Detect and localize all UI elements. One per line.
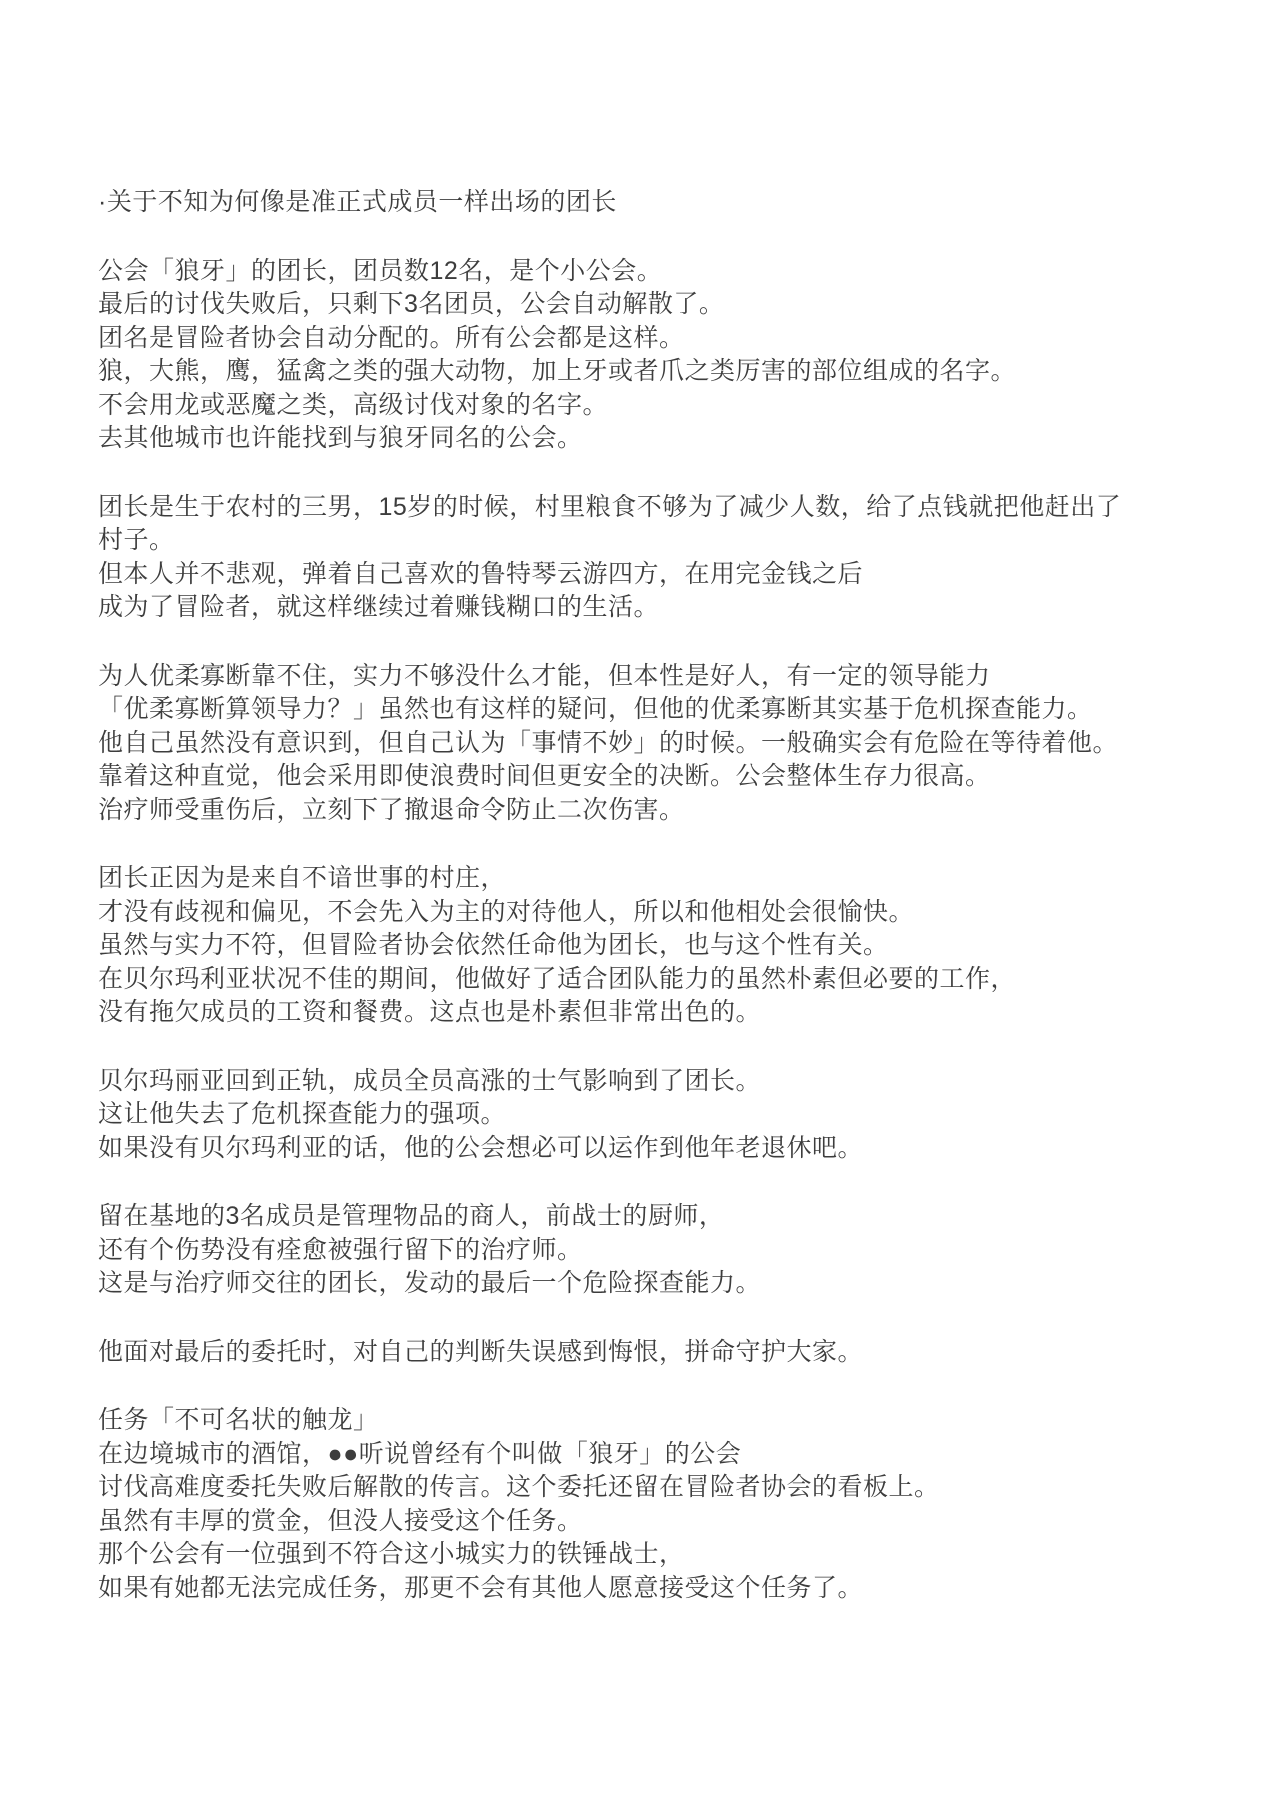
text-line: 成为了冒险者，就这样继续过着赚钱糊口的生活。 xyxy=(98,593,660,621)
text-line: 如果有她都无法完成任务，那更不会有其他人愿意接受这个任务了。 xyxy=(98,1573,864,1602)
text-line: 虽然与实力不符，但冒险者协会依然任命他为团长，也与这个性有关。 xyxy=(98,931,889,959)
text-line: 他面对最后的委托时，对自己的判断失误感到悔恨，拼命守护大家。 xyxy=(98,1337,864,1366)
text-line: 如果没有贝尔玛利亚的话，他的公会想必可以运作到他年老退休吧。 xyxy=(98,1133,864,1162)
text-line: 团长正因为是来自不谙世事的村庄， xyxy=(98,864,507,892)
text-line: 团长是生于农村的三男，15岁的时候，村里粮食不够为了减少人数，给了点钱就把他赶出了 xyxy=(98,492,1122,521)
text-line: 在边境城市的酒馆，●●听说曾经有个叫做「狼牙」的公会 xyxy=(98,1439,742,1468)
document-title: ·关于不知为何像是准正式成员一样出场的团长 xyxy=(98,188,617,216)
text-line: 为人优柔寡断靠不住，实力不够没什么才能，但本性是好人，有一定的领导能力 xyxy=(98,661,991,690)
paragraph xyxy=(98,1200,1220,1301)
text-line: 村子。 xyxy=(98,526,175,554)
text-line: 团名是冒险者协会自动分配的。所有公会都是这样。 xyxy=(98,323,685,352)
text-line: 「优柔寡断算领导力？」虽然也有这样的疑问，但他的优柔寡断其实基于危机探查能力。 xyxy=(98,695,1093,723)
document-title-paragraph xyxy=(98,186,1220,220)
text-line: 靠着这种直觉，他会采用即使浪费时间但更安全的决断。公会整体生存力很高。 xyxy=(98,762,991,790)
text-line: 贝尔玛丽亚回到正轨，成员全员高涨的士气影响到了团长。 xyxy=(98,1066,762,1095)
text-line: 这让他失去了危机探查能力的强项。 xyxy=(98,1100,507,1128)
text-line: 还有个伤势没有痊愈被强行留下的治疗师。 xyxy=(98,1235,583,1264)
text-line: 在贝尔玛利亚状况不佳的期间，他做好了适合团队能力的虽然朴素但必要的工作， xyxy=(98,964,1017,993)
paragraph xyxy=(98,1404,1220,1605)
text-line: 那个公会有一位强到不符合这小城实力的铁锤战士， xyxy=(98,1540,685,1568)
paragraph xyxy=(98,1065,1220,1166)
text-line: 狼，大熊，鹰，猛禽之类的强大动物，加上牙或者爪之类厉害的部位组成的名字。 xyxy=(98,357,1017,385)
paragraph xyxy=(98,660,1220,828)
paragraph xyxy=(98,491,1220,625)
text-line: 最后的讨伐失败后，只剩下3名团员，公会自动解散了。 xyxy=(98,290,725,318)
paragraph xyxy=(98,862,1220,1030)
text-line: 不会用龙或恶魔之类，高级讨伐对象的名字。 xyxy=(98,390,609,419)
text-line: 公会「狼牙」的团长，团员数12名，是个小公会。 xyxy=(98,256,663,285)
text-line: 讨伐高难度委托失败后解散的传言。这个委托还留在冒险者协会的看板上。 xyxy=(98,1473,940,1501)
paragraph xyxy=(98,1336,1220,1370)
text-line: 没有拖欠成员的工资和餐费。这点也是朴素但非常出色的。 xyxy=(98,998,762,1026)
text-line: 留在基地的3名成员是管理物品的商人，前战士的厨师， xyxy=(98,1202,725,1230)
text-line: 这是与治疗师交往的团长，发动的最后一个危险探查能力。 xyxy=(98,1269,762,1297)
text-line: 他自己虽然没有意识到，但自己认为「事情不妙」的时候。一般确实会有危险在等待着他。 xyxy=(98,728,1119,757)
text-line: 才没有歧视和偏见，不会先入为主的对待他人，所以和他相处会很愉快。 xyxy=(98,897,915,926)
text-line: 去其他城市也许能找到与狼牙同名的公会。 xyxy=(98,424,583,452)
text-line: 虽然有丰厚的赏金，但没人接受这个任务。 xyxy=(98,1506,583,1535)
text-line: 任务「不可名状的触龙」 xyxy=(98,1406,379,1434)
paragraph xyxy=(98,255,1220,456)
text-line: 治疗师受重伤后，立刻下了撤退命令防止二次伤害。 xyxy=(98,795,685,824)
paragraph-list xyxy=(98,255,1220,1606)
text-line: 但本人并不悲观，弹着自己喜欢的鲁特琴云游四方，在用完金钱之后 xyxy=(98,559,864,588)
